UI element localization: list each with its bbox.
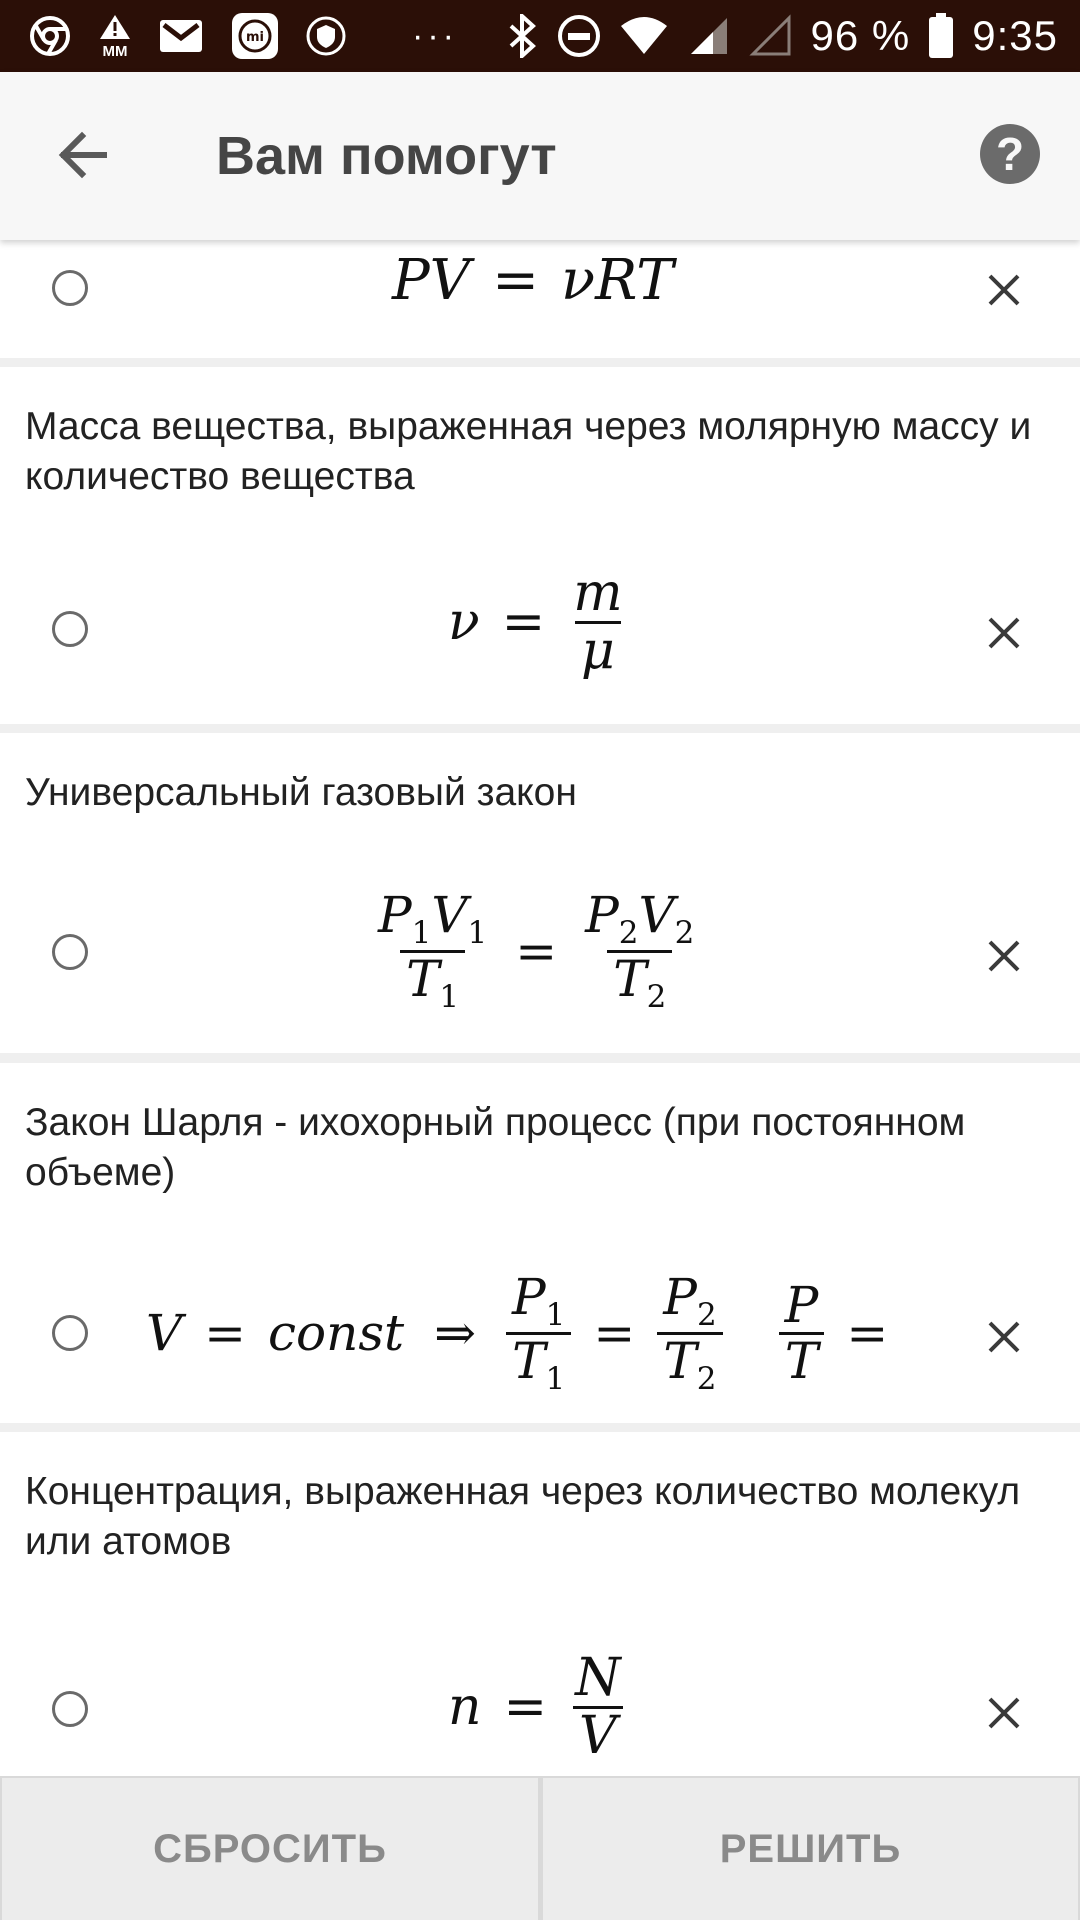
formula-title: Концентрация, выраженная через количество молекул или атомов bbox=[25, 1470, 1021, 1563]
formula-title: Закон Шарля - ихохорный процесс (при постоянном объеме) bbox=[25, 1101, 966, 1194]
help-button[interactable] bbox=[980, 124, 1040, 184]
do-not-disturb-icon bbox=[557, 14, 601, 58]
formula-card bbox=[0, 733, 1080, 1053]
select-radio[interactable] bbox=[52, 934, 88, 970]
select-radio[interactable] bbox=[52, 1691, 88, 1727]
close-icon[interactable] bbox=[982, 611, 1026, 655]
formula-card bbox=[0, 1063, 1080, 1423]
svg-text:mi: mi bbox=[245, 30, 265, 45]
formula: n = $\frac{N}{V}$ bbox=[448, 1642, 627, 1772]
clock: 9:35 bbox=[972, 12, 1058, 59]
formula: PV = νRT bbox=[392, 247, 674, 313]
formula-card bbox=[0, 1432, 1080, 1776]
close-icon[interactable] bbox=[982, 268, 1026, 312]
solve-button[interactable]: РЕШИТЬ bbox=[543, 1778, 1078, 1920]
select-radio[interactable] bbox=[52, 270, 88, 306]
mm-label: MM bbox=[102, 42, 128, 60]
formula-card bbox=[0, 240, 1080, 358]
battery-percent: 96 % bbox=[810, 12, 911, 59]
close-icon[interactable] bbox=[982, 934, 1026, 978]
signal-2-icon bbox=[749, 14, 793, 58]
wifi-icon bbox=[619, 16, 669, 56]
close-icon[interactable] bbox=[982, 1691, 1026, 1735]
chrome-icon bbox=[28, 14, 72, 58]
shield-icon bbox=[306, 16, 346, 56]
gmail-icon bbox=[158, 18, 204, 54]
status-bar bbox=[0, 0, 1080, 72]
select-radio[interactable] bbox=[52, 1315, 88, 1351]
warning-icon bbox=[98, 13, 132, 60]
close-icon[interactable] bbox=[982, 1315, 1026, 1359]
bottom-action-bar bbox=[0, 1776, 1080, 1920]
formula: $\frac{P_1V_1}{T_1}$ = $\frac{P_2V_2}{T_2}$ bbox=[378, 886, 695, 1015]
page-title: Вам помогут bbox=[216, 126, 557, 186]
reset-button[interactable]: СБРОСИТЬ bbox=[2, 1778, 538, 1920]
app-bar bbox=[0, 72, 1080, 240]
formula-card bbox=[0, 367, 1080, 724]
formula-title: Масса вещества, выраженная через молярную массу и количество вещества bbox=[25, 405, 1032, 498]
signal-icon bbox=[687, 14, 731, 58]
formula-title: Универсальный газовый закон bbox=[25, 771, 577, 814]
arrow-left-icon bbox=[52, 122, 118, 188]
more-notifications: ··· bbox=[412, 16, 458, 55]
formula-list[interactable] bbox=[0, 240, 1080, 1776]
battery-icon bbox=[928, 13, 954, 59]
formula: ν = $\frac{m}{\mu}$ bbox=[448, 562, 623, 681]
question-icon: ? bbox=[995, 128, 1025, 180]
mi-icon bbox=[230, 11, 280, 61]
select-radio[interactable] bbox=[52, 611, 88, 647]
back-button[interactable] bbox=[52, 122, 118, 188]
formula: V = const ⇒ $\frac{P_1}{T_1}$ = $\frac{P_2}{T_2}$ $\frac{P}{T}$ = bbox=[146, 1268, 889, 1397]
bluetooth-icon bbox=[505, 14, 539, 58]
